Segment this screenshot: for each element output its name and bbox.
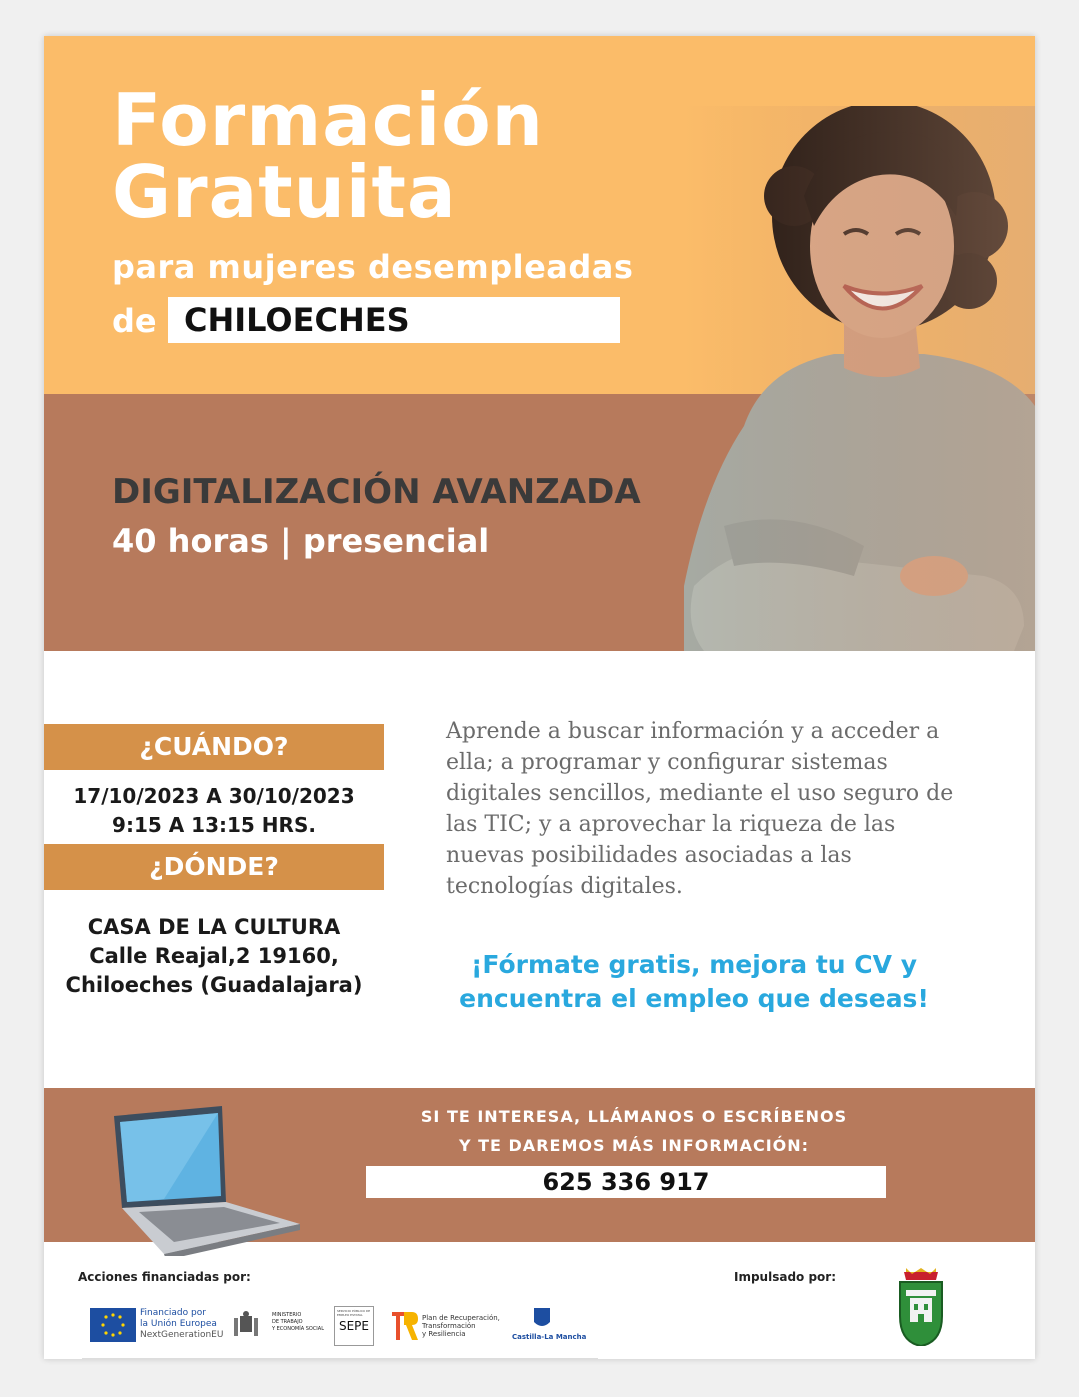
- clm-shield-icon: [534, 1308, 550, 1330]
- ministry-line-3: Y ECONOMÍA SOCIAL: [272, 1326, 324, 1332]
- spain-crest-icon: [232, 1310, 260, 1342]
- course-description: Aprende a buscar información y a acceder a ella; a programar y configurar sistemas digitales sencillos, mediante el uso seguro de las TIC; y a aprovechar la riqueza de las nuevas posibilidades asociadas a las tecnologías digitales.: [446, 719, 954, 899]
- phone-box: [366, 1166, 886, 1198]
- when-time: 9:15 A 13:15 HRS.: [112, 813, 316, 837]
- course-details: 40 horas | presencial: [112, 522, 490, 560]
- poster: [44, 36, 1035, 1359]
- when-info: [44, 782, 384, 840]
- plan-recovery-icon: [392, 1312, 418, 1340]
- where-place: CASA DE LA CULTURA: [87, 915, 341, 939]
- cta-line-1: ¡Fórmate gratis, mejora tu CV y: [471, 950, 917, 979]
- eu-logo-line-2: la Unión Europea: [140, 1319, 217, 1329]
- main-title: [112, 78, 544, 234]
- plan-line-3: y Resiliencia: [422, 1330, 466, 1338]
- plan-line-2: Transformación: [422, 1322, 476, 1330]
- title-line-1: Formación: [112, 78, 544, 162]
- contact-band: [44, 1088, 1035, 1242]
- where-info: [44, 913, 384, 1000]
- plan-logo-text: [422, 1314, 500, 1338]
- call-to-action: [424, 948, 964, 1016]
- woman-photo: [684, 106, 1035, 651]
- town-crest-icon: [896, 1268, 946, 1346]
- cta-line-2: encuentra el empleo que deseas!: [459, 984, 929, 1013]
- clm-logo-text: Castilla-La Mancha: [512, 1333, 587, 1341]
- where-city: Chiloeches (Guadalajara): [65, 973, 363, 997]
- where-address: Calle Reajal,2 19160,: [89, 944, 339, 968]
- contact-line-1: SI TE INTERESA, LLÁMANOS O ESCRÍBENOS: [420, 1107, 848, 1126]
- sepe-logo: [334, 1306, 374, 1346]
- contact-line-2: Y TE DAREMOS MÁS INFORMACIÓN:: [458, 1136, 810, 1155]
- plan-line-1: Plan de Recuperación,: [422, 1314, 500, 1322]
- title-line-2: Gratuita: [112, 150, 457, 234]
- eu-flag-icon: [90, 1308, 136, 1342]
- town-box: [168, 297, 620, 343]
- phone-number[interactable]: 625 336 917: [542, 1168, 710, 1196]
- subtitle: para mujeres desempleadas: [112, 248, 634, 286]
- financed-label: Acciones financiadas por:: [78, 1270, 251, 1284]
- contact-text: [364, 1102, 904, 1160]
- where-heading: ¿DÓNDE?: [44, 844, 384, 890]
- ministry-line-2: DE TRABAJO: [272, 1319, 303, 1325]
- sepe-name: SEPE: [338, 1319, 370, 1333]
- ministry-logo-text: [272, 1312, 324, 1333]
- when-dates: 17/10/2023 A 30/10/2023: [73, 784, 355, 808]
- sponsor-logos: [82, 1300, 598, 1359]
- course-name: DIGITALIZACIÓN AVANZADA: [112, 472, 641, 512]
- eu-logo-line-1: Financiado por: [140, 1308, 206, 1318]
- eu-logo-text: [140, 1308, 223, 1341]
- sepe-small-text: SERVICIO PÚBLICO DE EMPLEO ESTATAL: [337, 1309, 371, 1317]
- driven-label: Impulsado por:: [734, 1270, 837, 1284]
- ministry-line-1: MINISTERIO: [272, 1312, 302, 1318]
- when-heading: ¿CUÁNDO?: [44, 724, 384, 770]
- town-prefix: de: [112, 302, 157, 340]
- town-name: CHILOECHES: [184, 301, 410, 339]
- eu-logo-line-3: NextGenerationEU: [140, 1330, 224, 1340]
- laptop-icon: [104, 1104, 304, 1256]
